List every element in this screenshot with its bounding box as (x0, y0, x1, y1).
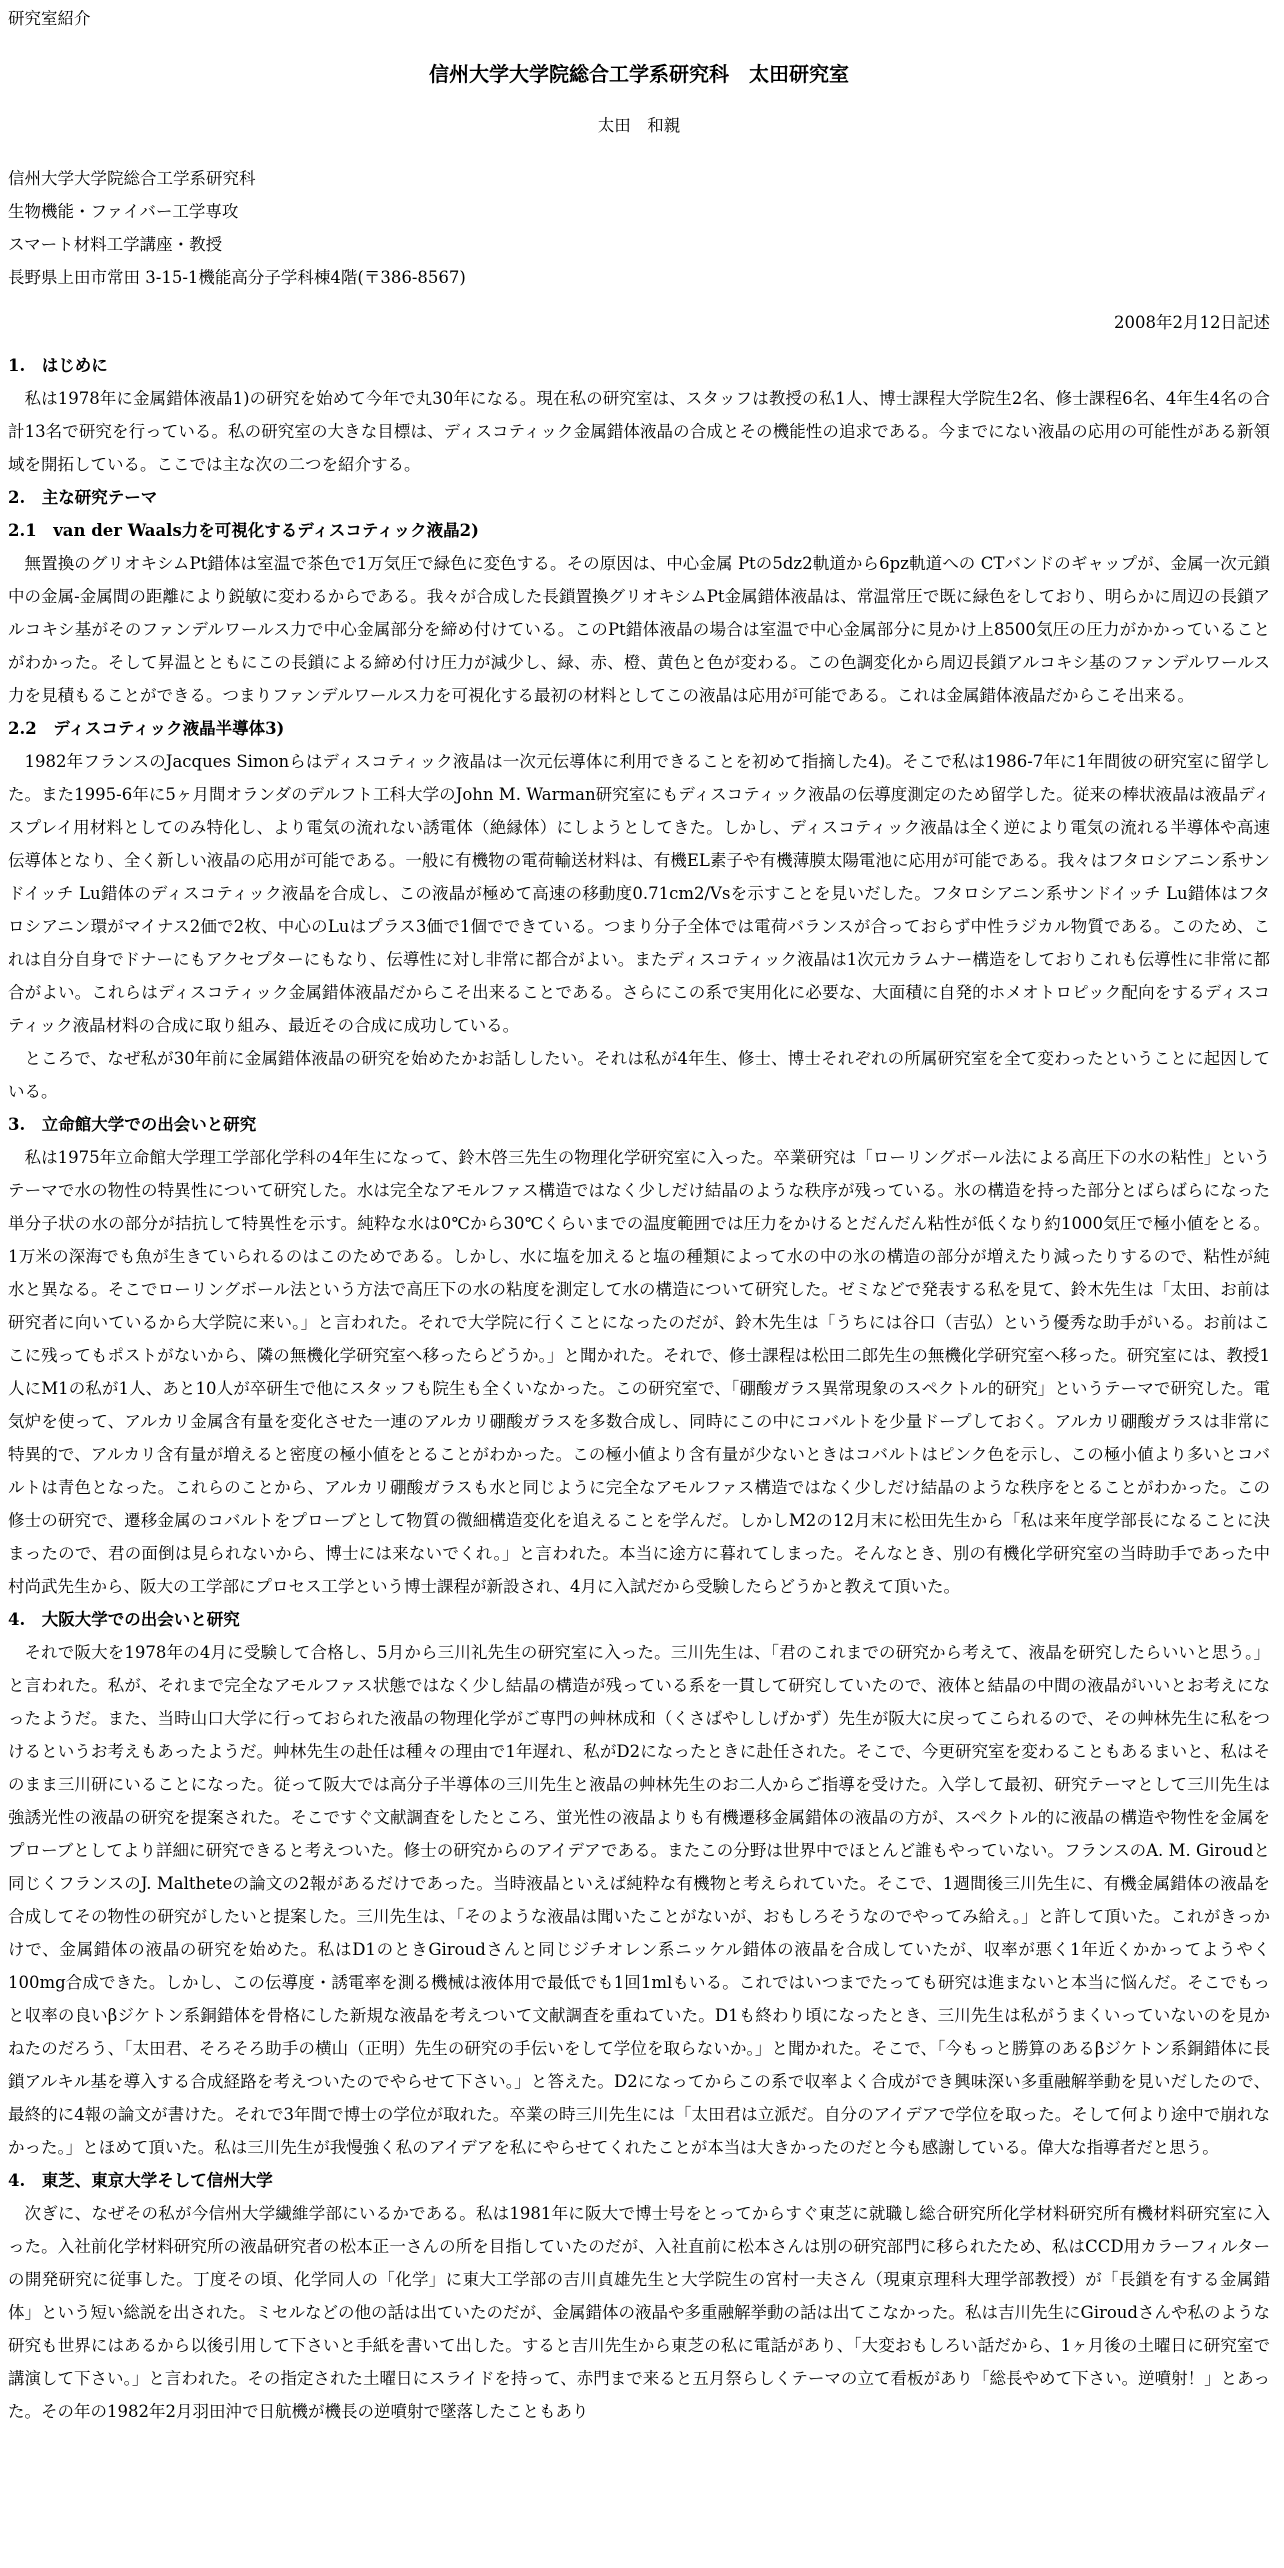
section-heading: 2.2 ディスコティック液晶半導体3) (8, 719, 285, 738)
affiliation-line: スマート材料工学講座・教授 (8, 235, 223, 254)
section-paragraph: 次ぎに、なぜその私が今信州大学繊維学部にいるかである。私は1981年に阪大で博士号をとってからすぐ東芝に就職し総合研究所化学材料研究所有機材料研究室に入った。入社前化学材料研究所の液晶研究者の松本正一さんの所を目指していたのだが、入社直前に松本さんは別の研究部門に移られたため、私はCCD用カラーフィルターの開発研究に従事した。丁度その頃、化学同人の「化学」に東大工学部の吉川貞雄先生と大学院生の宮村一夫さん（現東京理科大理学部教授）が「長鎖を有する金属錯体」という短い総説を出された。ミセルなどの他の話は出ていたのだが、金属錯体の液晶や多重融解挙動の話は出てこなかった。私は吉川先生にGiroudさんや私のような研究も世界にはあるから以後引用して下さいと手紙を書いて出した。すると吉川先生から東芝の私に電話があり、「大変おもしろい話だから、1ヶ月後の土曜日に研究室で講演して下さい。」と言われた。その指定された土曜日にスライドを持って、赤門まで来ると五月祭らしくテーマの立て看板があり「総長やめて下さい。逆噴射！」とあった。その年の1982年2月羽田沖で日航機が機長の逆噴射で墜落したこともあり (8, 2204, 1270, 2421)
affiliation-line: 長野県上田市常田 3-15-1機能高分子学科棟4階(〒386-8567) (8, 268, 466, 287)
section-heading: 3. 立命館大学での出会いと研究 (8, 1115, 257, 1134)
section-paragraph: 1982年フランスのJacques Simonらはディスコティック液晶は一次元伝導体に利用できることを初めて指摘した4)。そこで私は1986-7年に1年間彼の研究室に留学した。また1995-6年に5ヶ月間オランダのデルフト工科大学のJohn M. Warman研究室にもディスコティック液晶の伝導度測定のため留学した。従来の棒状液晶は液晶ディスプレイ用材料としてのみ特化し、より電気の流れない誘電体（絶縁体）にしようとしてきた。しかし、ディスコティック液晶は全く逆により電気の流れる半導体や高速伝導体となり、全く新しい液晶の応用が可能である。一般に有機物の電荷輸送材料は、有機EL素子や有機薄膜太陽電池に応用が可能である。我々はフタロシアニン系サンドイッチ Lu錯体のディスコティック液晶を合成し、この液晶が極めて高速の移動度0.71cm2/Vsを示すことを見いだした。フタロシアニン系サンドイッチ Lu錯体はフタロシアニン環がマイナス2価で2枚、中心のLuはプラス3価で1個でできている。つまり分子全体では電荷バランスが合っておらず中性ラジカル物質である。このため、これは自分自身でドナーにもアクセプターにもなり、伝導性に対し非常に都合がよい。またディスコティック液晶は1次元カラムナー構造をしておりこれも伝導性に非常に都合がよい。これらはディスコティック金属錯体液晶だからこそ出来ることである。さらにこの系で実用化に必要な、大面積に自発的ホメオトロピック配向をするディスコティック液晶材料の合成に取り組み、最近その合成に成功している。 (8, 752, 1270, 1035)
affiliation-line: 信州大学大学院総合工学系研究科 (8, 169, 256, 188)
section-heading: 1. はじめに (8, 356, 108, 375)
section-heading: 4. 大阪大学での出会いと研究 (8, 1610, 240, 1629)
date-written: 2008年2月12日記述 (1114, 313, 1270, 332)
author-name: 太田 和親 (597, 116, 681, 135)
section-vdw-liquid-crystal (8, 514, 1270, 712)
affiliation-block (8, 162, 1270, 294)
section-heading: 2.1 van der Waals力を可視化するディスコティック液晶2) (8, 521, 479, 540)
section-paragraph: 私は1978年に金属錯体液晶1)の研究を始めて今年で丸30年になる。現在私の研究室は、スタッフは教授の私1人、博士課程大学院生2名、修士課程6名、4年生4名の合計13名で研究を行っている。私の研究室の大きな目標は、ディスコティック金属錯体液晶の合成とその機能性の追求である。今までにない液晶の応用の可能性がある新領域を開拓している。ここでは主な次の二つを紹介する。 (8, 389, 1270, 474)
section-paragraph: それで阪大を1978年の4月に受験して合格し、5月から三川礼先生の研究室に入った。三川先生は、「君のこれまでの研究から考えて、液晶を研究したらいいと思う。」と言われた。私が、それまで完全なアモルファス状態ではなく少し結晶の構造が残っている系を一貫して研究していたので、液体と結晶の中間の液晶がいいとお考えになったようだ。また、当時山口大学に行っておられた液晶の物理化学がご専門の艸林成和（くさばやししげかず）先生が阪大に戻ってこられるので、その艸林先生に私をつけるというお考えもあったようだ。艸林先生の赴任は種々の理由で1年遅れ、私がD2になったときに赴任された。そこで、今更研究室を変わることもあるまいと、私はそのまま三川研にいることになった。従って阪大では高分子半導体の三川先生と液晶の艸林先生のお二人からご指導を受けた。入学して最初、研究テーマとして三川先生は強誘光性の液晶の研究を提案された。そこですぐ文献調査をしたところ、蛍光性の液晶よりも有機遷移金属錯体の液晶の方が、スペクトル的に液晶の構造や物性を金属をプローブとしてより詳細に研究できると考えついた。修士の研究からのアイデアである。またこの分野は世界中でほとんど誰もやっていない。フランスのA. M. Giroudと同じくフランスのJ. Maltheteの論文の2報があるだけであった。当時液晶といえば純粋な有機物と考えられていた。そこで、1週間後三川先生に、有機金属錯体の液晶を合成してその物性の研究がしたいと提案した。三川先生は、「そのような液晶は聞いたことがないが、おもしろそうなのでやってみ給え。」と許して頂いた。これがきっかけで、金属錯体の液晶の研究を始めた。私はD1のときGiroudさんと同じジチオレン系ニッケル錯体の液晶を合成していたが、収率が悪く1年近くかかってようやく100mg合成できた。しかし、この伝導度・誘電率を測る機械は液体用で最低でも1回1mlもいる。これではいつまでたっても研究は進まないと本当に悩んだ。そこでもっと収率の良いβジケトン系銅錯体を骨格にした新規な液晶を考えついて文献調査を重ねていた。D1も終わり頃になったとき、三川先生は私がうまくいっていないのを見かねたのだろう、「太田君、そろそろ助手の横山（正明）先生の研究の手伝いをして学位を取らないか。」と聞かれた。そこで、「今もっと勝算のあるβジケトン系銅錯体に長鎖アルキル基を導入する合成経路を考えついたのでやらせて下さい。」と答えた。D2になってからこの系で収率よく合成ができ興味深い多重融解挙動を見いだしたので、最終的に4報の論文が書けた。それで3年間で博士の学位が取れた。卒業の時三川先生には「太田君は立派だ。自分のアイデアで学位を取った。そして何より途中で崩れなかった。」とほめて頂いた。私は三川先生が我慢強く私のアイデアを私にやらせてくれたことが本当は大きかったのだと今も感謝している。偉大な指導者だと思う。 (8, 1643, 1271, 2157)
header-label: 研究室紹介 (8, 9, 91, 28)
section-ritsumeikan (8, 1108, 1270, 1603)
section-paragraph: 私は1975年立命館大学理工学部化学科の4年生になって、鈴木啓三先生の物理化学研究室に入った。卒業研究は「ローリングボール法による高圧下の水の粘性」というテーマで水の物性の特異性について研究した。水は完全なアモルファス構造ではなく少しだけ結晶のような秩序が残っている。氷の構造を持った部分とばらばらになった単分子状の水の部分が拮抗して特異性を示す。純粋な水は0℃から30℃くらいまでの温度範囲では圧力をかけるとだんだん粘性が低くなり約1000気圧で極小値をとる。 1万米の深海でも魚が生きていられるのはこのためである。しかし、水に塩を加えると塩の種類によって水の中の氷の構造の部分が増えたり減ったりするので、粘性が純水と異なる。そこでローリングボール法という方法で高圧下の水の粘度を測定して水の構造について研究した。ゼミなどで発表する私を見て、鈴木先生は「太田、お前は研究者に向いているから大学院に来い。」と言われた。それで大学院に行くことになったのだが、鈴木先生は「うちには谷口（吉弘）という優秀な助手がいる。お前はここに残ってもポストがないから、隣の無機化学研究室へ移ったらどうか。」と聞かれた。それで、修士課程は松田二郎先生の無機化学研究室へ移った。研究室には、教授1人にM1の私が1人、あと10人が卒研生で他にスタッフも院生も全くいなかった。この研究室で、「硼酸ガラス異常現象のスペクトル的研究」というテーマで研究した。電気炉を使って、アルカリ金属含有量を変化させた一連のアルカリ硼酸ガラスを多数合成し、同時にこの中にコバルトを少量ドープしておく。アルカリ硼酸ガラスは非常に特異的で、アルカリ含有量が増えると密度の極小値をとることがわかった。この極小値より含有量が少ないときはコバルトはピンク色を示し、この極小値より多いとコバルトは青色となった。これらのことから、アルカリ硼酸ガラスも水と同じように完全なアモルファス構造ではなく少しだけ結晶のような秩序をとることがわかった。この修士の研究で、遷移金属のコバルトをプローブとして物質の微細構造変化を追えることを学んだ。しかしM2の12月末に松田先生から「私は来年度学部長になることに決まったので、君の面倒は見られないから、博士には来ないでくれ。」と言われた。本当に途方に暮れてしまった。そんなとき、別の有機化学研究室の当時助手であった中村尚武先生から、阪大の工学部にプロセス工学という博士課程が新設され、4月に入試だから受験したらどうかと教えて頂いた。 (8, 1148, 1270, 1596)
affiliation-line: 生物機能・ファイバー工学専攻 (8, 202, 239, 221)
section-heading: 4. 東芝、東京大学そして信州大学 (8, 2171, 273, 2190)
section-toshiba-tokyo-shinshu (8, 2164, 1270, 2428)
section-discotic-semiconductor (8, 712, 1270, 1108)
section-introduction (8, 349, 1270, 481)
section-heading: 2. 主な研究テーマ (8, 488, 158, 507)
section-osaka (8, 1603, 1270, 2164)
section-paragraph: ところで、なぜ私が30年前に金属錯体液晶の研究を始めたかお話ししたい。それは私が4年生、修士、博士それぞれの所属研究室を全て変わったということに起因している。 (8, 1049, 1270, 1101)
section-research-themes (8, 481, 1270, 514)
document-title: 信州大学大学院総合工学系研究科 太田研究室 (429, 62, 849, 86)
section-paragraph: 無置換のグリオキシムPt錯体は室温で茶色で1万気圧で緑色に変色する。その原因は、中心金属 Ptの5dz2軌道から6pz軌道への CTバンドのギャップが、金属一次元鎖中の金属-金属間の距離により鋭敏に変わるからである。我々が合成した長鎖置換グリオキシムPt金属錯体液晶は、常温常圧で既に緑色をしており、明らかに周辺の長鎖アルコキシ基がそのファンデルワールス力で中心金属部分を締め付けている。このPt錯体液晶の場合は室温で中心金属部分に見かけ上8500気圧の圧力がかかっていることがわかった。そして昇温とともにこの長鎖による締め付け圧力が減少し、緑、赤、橙、黄色と色が変わる。この色調変化から周辺長鎖アルコキシ基のファンデルワールス力を見積もることができる。つまりファンデルワールス力を可視化する最初の材料としてこの液晶は応用が可能である。これは金属錯体液晶だからこそ出来る。 (8, 554, 1270, 705)
